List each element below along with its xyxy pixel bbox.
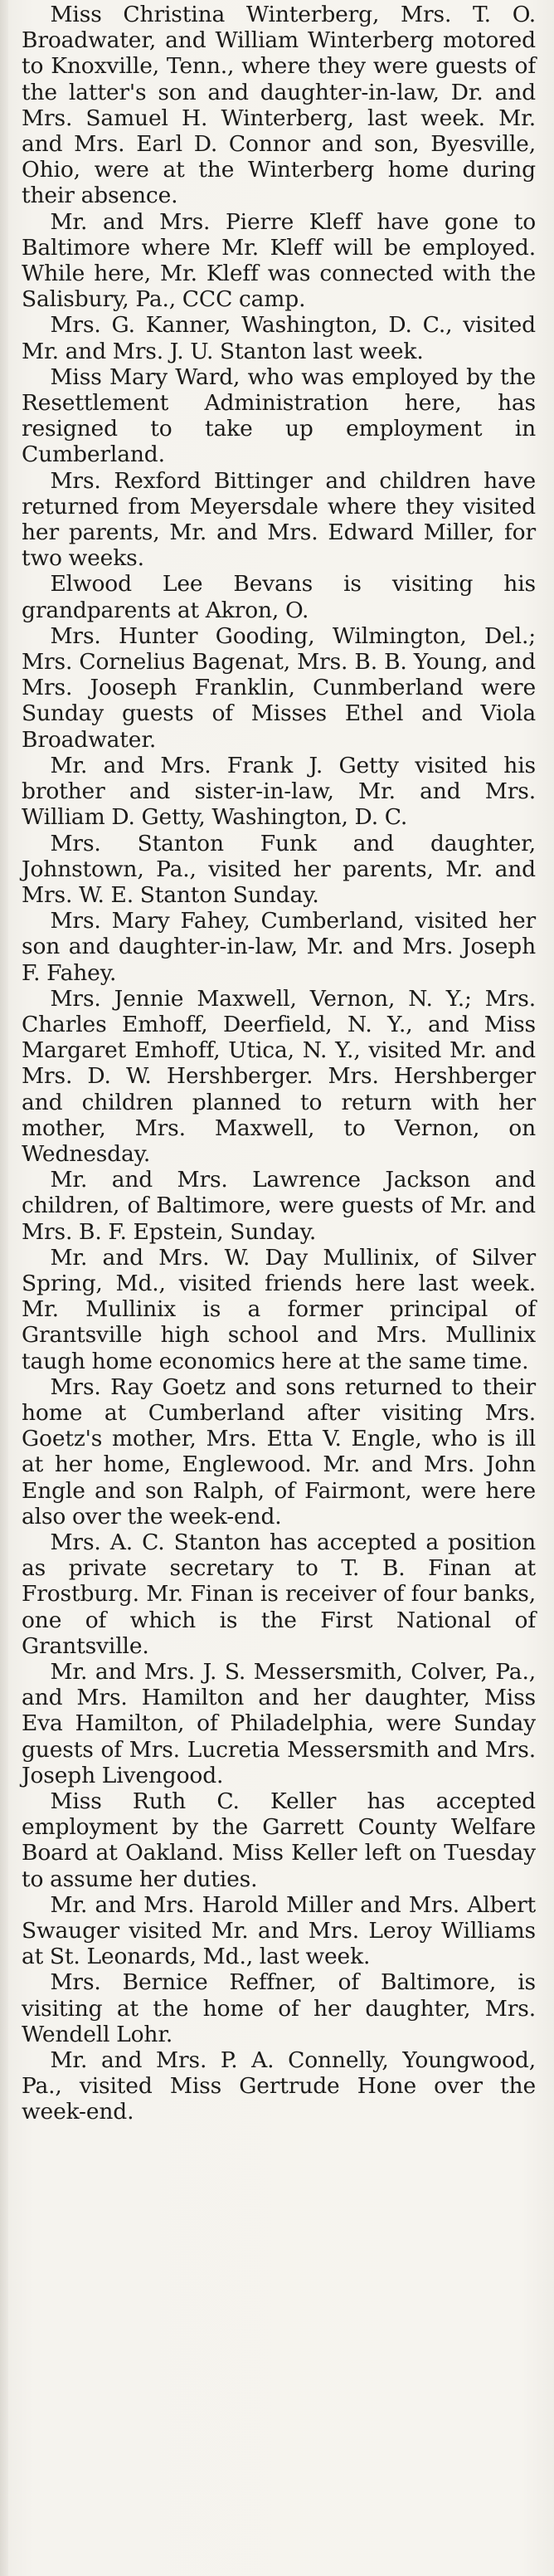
news-item: Mrs. Rexford Bittinger and children have returned from Meyersdale where they visited her parents, Mr. and Mrs. Edward Miller, for two weeks. [22, 467, 536, 572]
news-item: Mr. and Mrs. Frank J. Getty visited his brother and sister-in-law, Mr. and Mrs. William D. Getty, Washington, D. C. [22, 752, 536, 831]
news-item: Mr. and Mrs. W. Day Mullinix, of Silver Spring, Md., visited friends here last week. Mr. Mullinix is a former principal of Grantsville high school and Mrs. Mullinix taugh home economics here at the same time. [22, 1244, 536, 1374]
news-item: Elwood Lee Bevans is visiting his grandparents at Akron, O. [22, 571, 536, 623]
news-item: Mrs. Hunter Gooding, Wilmington, Del.; Mrs. Cornelius Bagenat, Mrs. B. B. Young, and Mrs. Jooseph Franklin, Cunmberland were Sunday guests of Misses Ethel and Viola Broadwater. [22, 622, 536, 753]
news-item: Mrs. Stanton Funk and daughter, Johnstown, Pa., visited her parents, Mr. and Mrs. W. E. Stanton Sunday. [22, 830, 536, 908]
news-item: Mr. and Mrs. Pierre Kleff have gone to Baltimore where Mr. Kleff will be employed. While here, Mr. Kleff was connected with the Salisbury, Pa., CCC camp. [22, 208, 536, 313]
news-item: Mrs. G. Kanner, Washington, D. C., visited Mr. and Mrs. J. U. Stanton last week. [22, 312, 536, 364]
news-item: Mr. and Mrs. Harold Miller and Mrs. Albert Swauger visited Mr. and Mrs. Leroy Williams at St. Leonards, Md., last week. [22, 1891, 536, 1970]
social-news-column [22, 2, 536, 2125]
paper-edge [0, 0, 8, 2576]
news-item: Mr. and Mrs. J. S. Messersmith, Colver, Pa., and Mrs. Hamilton and her daughter, Miss Eva Hamilton, of Philadelphia, were Sunday guests of Mrs. Lucretia Messersmith and Mrs. Joseph Livengood. [22, 1659, 536, 1788]
news-item: Mrs. Jennie Maxwell, Vernon, N. Y.; Mrs. Charles Emhoff, Deerfield, N. Y., and Miss Margaret Emhoff, Utica, N. Y., visited Mr. and Mrs. D. W. Hershberger. Mrs. Hershberger and children planned to return with her mother, Mrs. Maxwell, to Vernon, on Wednesday. [22, 985, 536, 1167]
news-item: Miss Ruth C. Keller has accepted employment by the Garrett County Welfare Board at Oakland. Miss Keller left on Tuesday to assume her duties. [22, 1788, 536, 1892]
news-item: Mrs. A. C. Stanton has accepted a position as private secretary to T. B. Finan at Frostburg. Mr. Finan is receiver of four banks, one of which is the First National of Grantsville. [22, 1529, 536, 1659]
news-item: Mr. and Mrs. Lawrence Jackson and children, of Baltimore, were guests of Mr. and Mrs. B. F. Epstein, Sunday. [22, 1167, 536, 1245]
news-item: Mrs. Mary Fahey, Cumberland, visited her son and daughter-in-law, Mr. and Mrs. Joseph F. Fahey. [22, 908, 536, 986]
news-item: Miss Christina Winterberg, Mrs. T. O. Broadwater, and William Winterberg motored to Knoxville, Tenn., where they were guests of the latter's son and daughter-in-law, Dr. and Mrs. Samuel H. Winterberg, last week. Mr. and Mrs. Earl D. Connor and son, Byesville, Ohio, were at the Winterberg home during their absence. [22, 2, 536, 209]
news-item: Mrs. Bernice Reffner, of Baltimore, is visiting at the home of her daughter, Mrs. Wendell Lohr. [22, 1969, 536, 2047]
news-item: Mrs. Ray Goetz and sons returned to their home at Cumberland after visiting Mrs. Goetz's mother, Mrs. Etta V. Engle, who is ill at her home, Englewood. Mr. and Mrs. John Engle and son Ralph, of Fairmont, were here also over the week-end. [22, 1373, 536, 1530]
news-item: Mr. and Mrs. P. A. Connelly, Youngwood, Pa., visited Miss Gertrude Hone over the week-end. [22, 2047, 536, 2125]
news-item: Miss Mary Ward, who was employed by the Resettlement Administration here, has resigned to take up employment in Cumberland. [22, 363, 536, 468]
